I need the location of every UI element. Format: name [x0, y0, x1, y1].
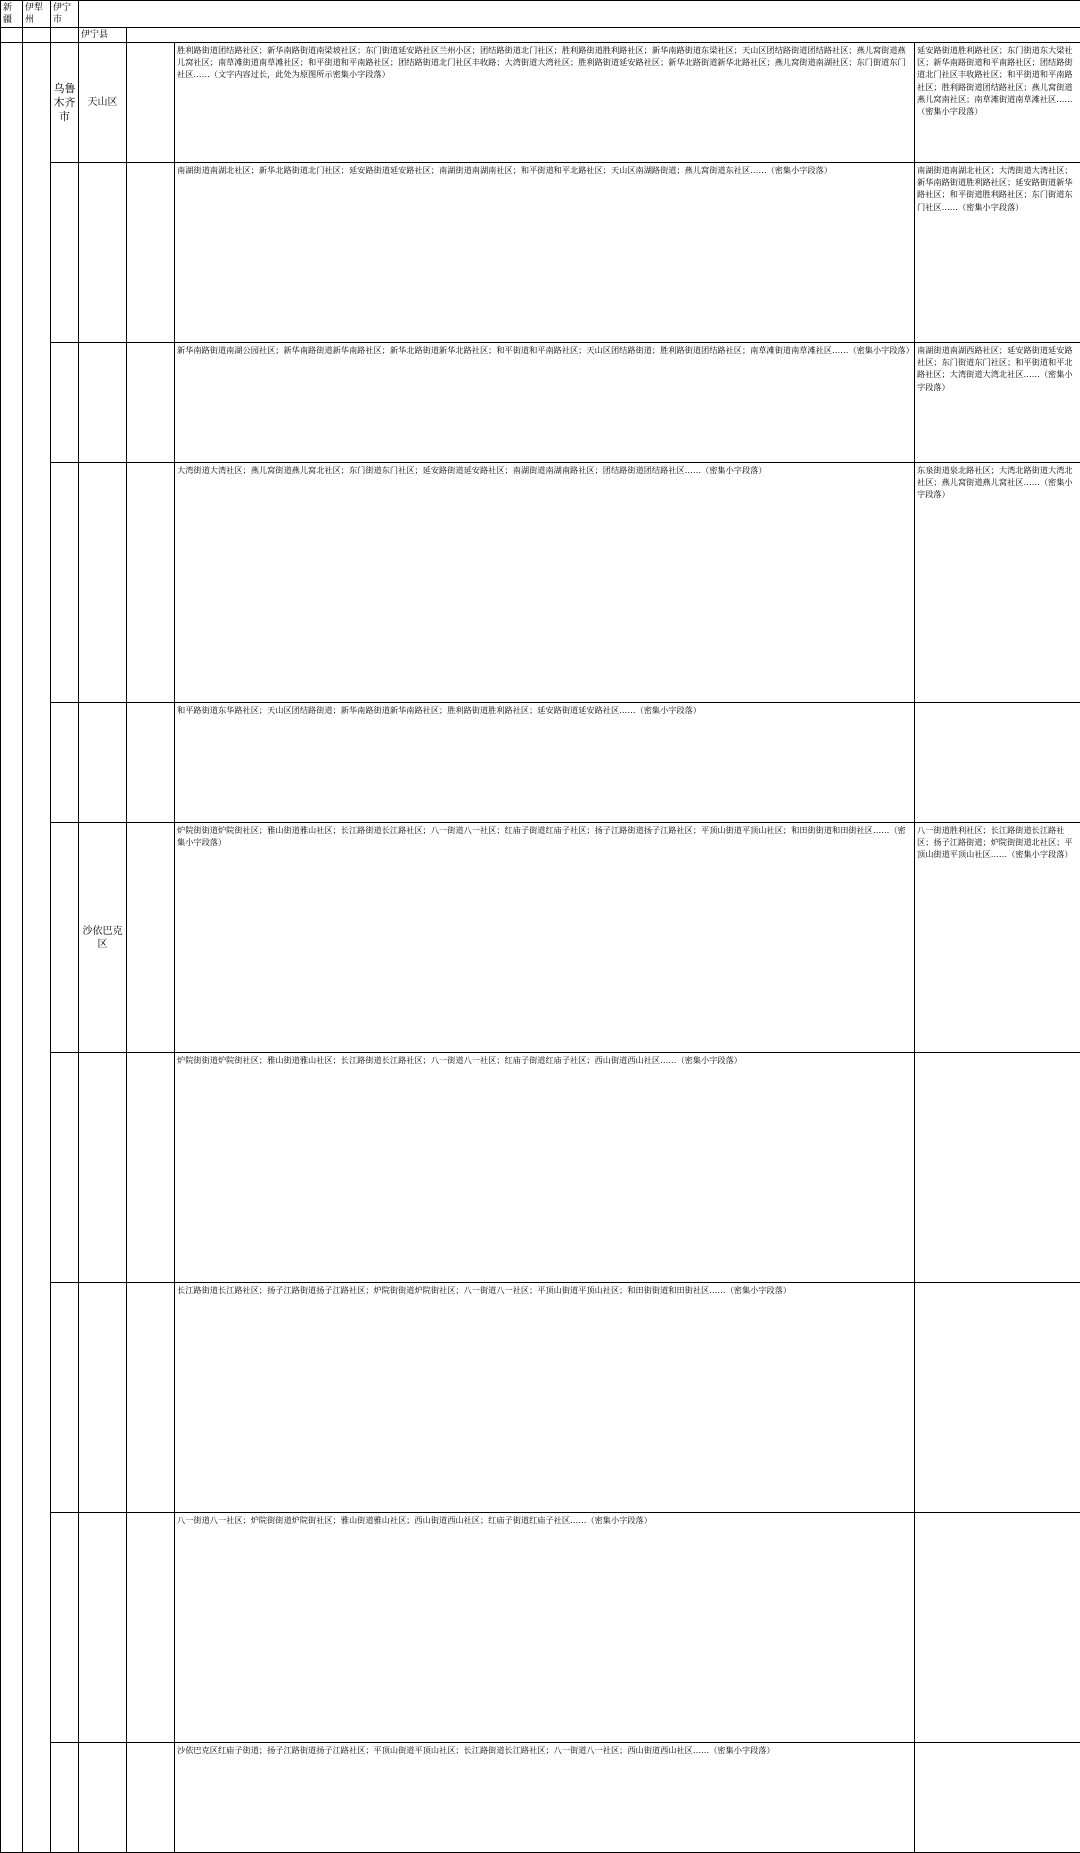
table-row-right: 八一街道胜利社区；长江路街道长江路社区；扬子江路街道；炉院街街道北社区；平顶山街道平顶山社区……（密集小字段落）	[915, 823, 1080, 1053]
table-row: 和平路街道东华路社区；天山区团结路街道；新华南路街道新华南路社区；胜利路街道胜利路社区；延安路街道延安路社区……（密集小字段落）	[175, 703, 915, 823]
table-row: 沙依巴克区红庙子街道；扬子江路街道扬子江路社区；平顶山街道平顶山社区；长江路街道长江路社区；八一街道八一社区；西山街道西山社区……（密集小字段落）	[175, 1743, 915, 1853]
header-subcity: 伊宁县	[79, 28, 127, 43]
table-row-right: 东泉街道泉北路社区；大湾北路街道大湾北社区；燕儿窝街道燕儿窝社区……（密集小字段落）	[915, 463, 1080, 703]
header-city: 伊宁市	[51, 1, 79, 28]
table-row: 炉院街街道炉院街社区；雅山街道雅山社区；长江路街道长江路社区；八一街道八一社区；红庙子街道红庙子社区；扬子江路街道扬子江路社区；平顶山街道平顶山社区；和田街街道和田街社区……（密集小字段落）	[175, 823, 915, 1053]
table-row: 南湖街道南湖北社区；新华北路街道北门社区；延安路街道延安路社区；南湖街道南湖南社区；和平街道和平北路社区；天山区南湖路街道；燕儿窝街道东社区……（密集小字段落）	[175, 163, 915, 343]
table-row-right	[915, 703, 1080, 823]
table-row: 炉院街街道炉院街社区；雅山街道雅山社区；长江路街道长江路社区；八一街道八一社区；红庙子街道红庙子社区；西山街道西山社区……（密集小字段落）	[175, 1053, 915, 1283]
table-row-right: 南湖街道南湖西路社区；延安路街道延安路社区；东门街道东门社区；和平街道和平北路社区；大湾街道大湾北社区……（密集小字段落）	[915, 343, 1080, 463]
table-row-right	[915, 1283, 1080, 1513]
table-row-right	[915, 1053, 1080, 1283]
city-cell: 乌鲁木齐市	[51, 43, 79, 163]
table-row: 长江路街道长江路社区；扬子江路街道扬子江路社区；炉院街街道炉院街社区；八一街道八一社区；平顶山街道平顶山社区；和田街街道和田街社区……（密集小字段落）	[175, 1283, 915, 1513]
table-row-right	[915, 1513, 1080, 1743]
table-row-right	[915, 1743, 1080, 1853]
header-prefecture: 伊犁州	[23, 1, 51, 28]
table-row-right: 延安路街道胜利路社区；东门街道东大梁社区；新华南路街道和平南路社区；团结路街道北门社区丰收路社区；和平街道和平南路社区；胜利路街道团结路社区；燕儿窝街道燕儿窝南社区；南草滩街道南草滩社区……（密集小字段落）	[915, 43, 1080, 163]
table-row: 新华南路街道南湖公园社区；新华南路街道新华南路社区；新华北路街道新华北路社区；和平街道和平南路社区；天山区团结路街道；胜利路街道团结路社区；南草滩街道南草滩社区……（密集小字段落）	[175, 343, 915, 463]
header-region: 新疆	[1, 1, 23, 28]
table-row: 胜利路街道团结路社区；新华南路街道南梁坡社区；东门街道延安路社区兰州小区；团结路街道北门社区；胜利路街道胜利路社区；新华南路街道东梁社区；天山区团结路街道团结路社区；燕儿窝街道燕儿窝社区；南草滩街道南草滩社区；和平街道和平南路社区；团结路街道北门社区丰收路；大湾街道大湾社区；胜利路街道延安路社区；新华北路街道新华北路社区；燕儿窝街道南湖社区；东门街道东门社区……（文字内容过长，此处为原图所示密集小字段落）	[175, 43, 915, 163]
table-row: 八一街道八一社区；炉院街街道炉院街社区；雅山街道雅山社区；西山街道西山社区；红庙子街道红庙子社区……（密集小字段落）	[175, 1513, 915, 1743]
district-cell: 沙依巴克区	[79, 823, 127, 1053]
district-cell: 天山区	[79, 43, 127, 163]
table-row: 大湾街道大湾社区；燕儿窝街道燕儿窝北社区；东门街道东门社区；延安路街道延安路社区；南湖街道南湖南路社区；团结路街道团结路社区……（密集小字段落）	[175, 463, 915, 703]
table-row-right: 南湖街道南湖北社区；大湾街道大湾社区；新华南路街道胜利路社区；延安路街道新华路社区；和平街道胜利路社区；东门街道东门社区……（密集小字段落）	[915, 163, 1080, 343]
